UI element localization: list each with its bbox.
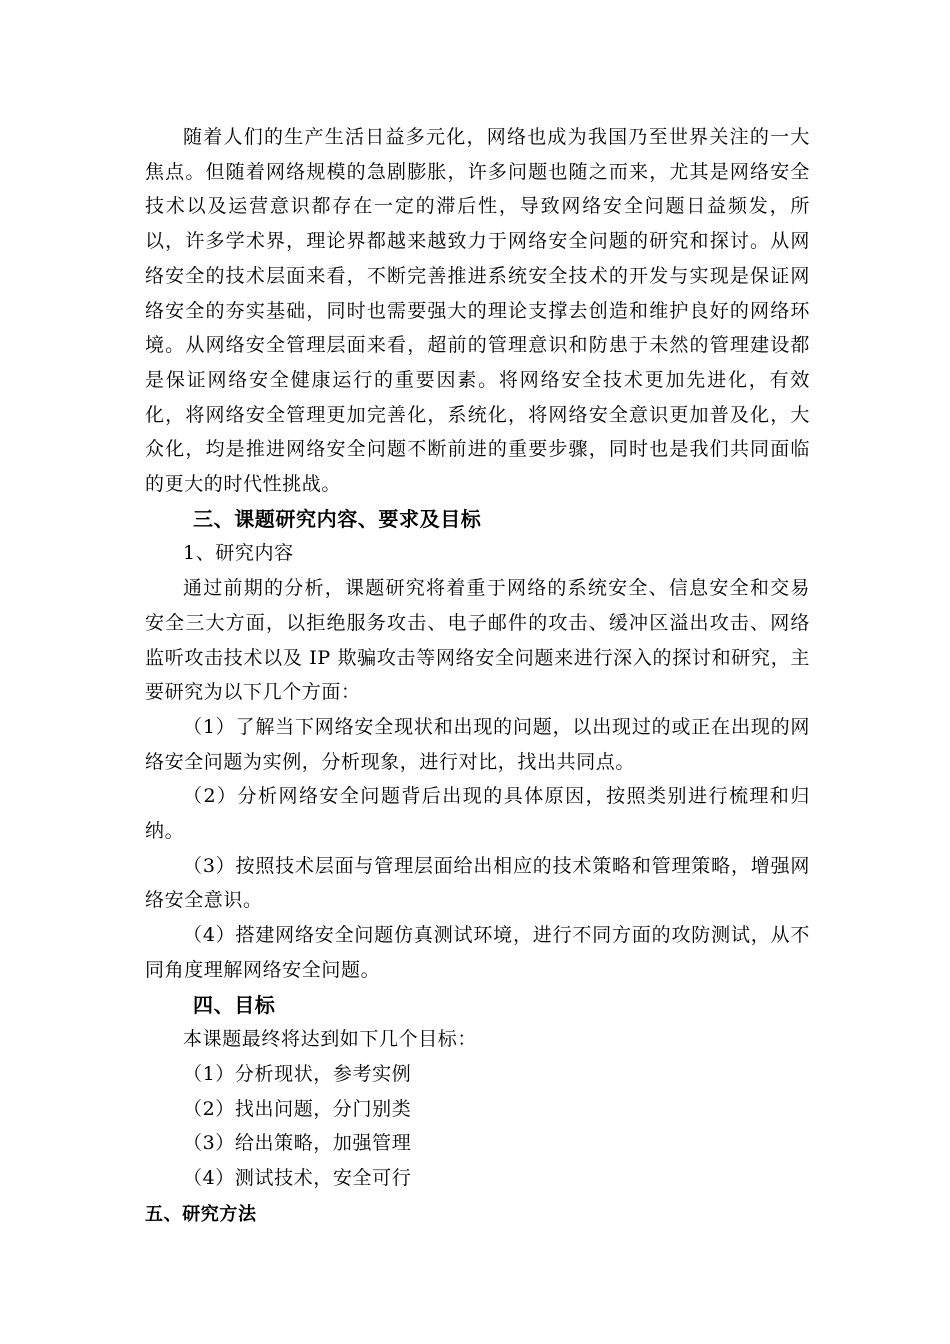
goal-item-4: （4）测试技术，安全可行 — [183, 1167, 412, 1190]
intro-paragraph: 随着人们的生产生活日益多元化，网络也成为我国乃至世界关注的一大焦点。但随着网络规模的急剧膨胀，许多问题也随之而来，尤其是网络安全技术以及运营意识都存在一定的滞后性，导致网络安全问题日益频发，所以，许多学术界，理论界都越来越致力于网络安全问题的研究和探讨。从网络安全的技术层面来看，不断完善推进系统安全技术的开发与实现是保证网络安全的夯实基础，同时也需要强大的理论支撑去创造和维护良好的网络环境。从网络安全管理层面来看，超前的管理意识和防患于未然的管理建设都是保证网络安全健康运行的重要因素。将网络安全技术更加先进化，有效化，将网络安全管理更加完善化，系统化，将网络安全意识更加普及化，大众化，均是推进网络安全问题不断前进的重要步骤，同时也是我们共同面临的更大的时代性挑战。 — [145, 126, 810, 496]
section-3-subheading: 1、研究内容 — [183, 542, 294, 565]
section-4-heading: 四、目标 — [193, 992, 276, 1017]
research-item-2: （2）分析网络安全问题背后出现的具体原因，按照类别进行梳理和归纳。 — [145, 785, 810, 843]
section-3-heading: 三、课题研究内容、要求及目标 — [193, 506, 482, 531]
research-item-3: （3）按照技术层面与管理层面给出相应的技术策略和管理策略，增强网络安全意识。 — [145, 854, 810, 912]
goal-item-2: （2）找出问题，分门别类 — [183, 1097, 412, 1120]
research-item-1: （1）了解当下网络安全现状和出现的问题，以出现过的或正在出现的网络安全问题为实例，分析现象，进行对比，找出共同点。 — [145, 715, 810, 773]
section-5-heading: 五、研究方法 — [145, 1203, 257, 1225]
research-item-4: （4）搭建网络安全问题仿真测试环境，进行不同方面的攻防测试，从不同角度理解网络安全问题。 — [145, 924, 810, 981]
goal-item-1: （1）分析现状，参考实例 — [183, 1062, 412, 1085]
goal-item-3: （3）给出策略，加强管理 — [183, 1132, 412, 1155]
section-3-paragraph: 通过前期的分析，课题研究将着重于网络的系统安全、信息安全和交易安全三大方面，以拒绝服务攻击、电子邮件的攻击、缓冲区溢出攻击、网络监听攻击技术以及 IP 欺骗攻击等网络安全问题来进行深入的探讨和研究，主要研究为以下几个方面： — [145, 577, 810, 704]
document-body — [145, 120, 810, 1233]
section-4-intro: 本课题最终将达到如下几个目标： — [183, 1028, 478, 1051]
